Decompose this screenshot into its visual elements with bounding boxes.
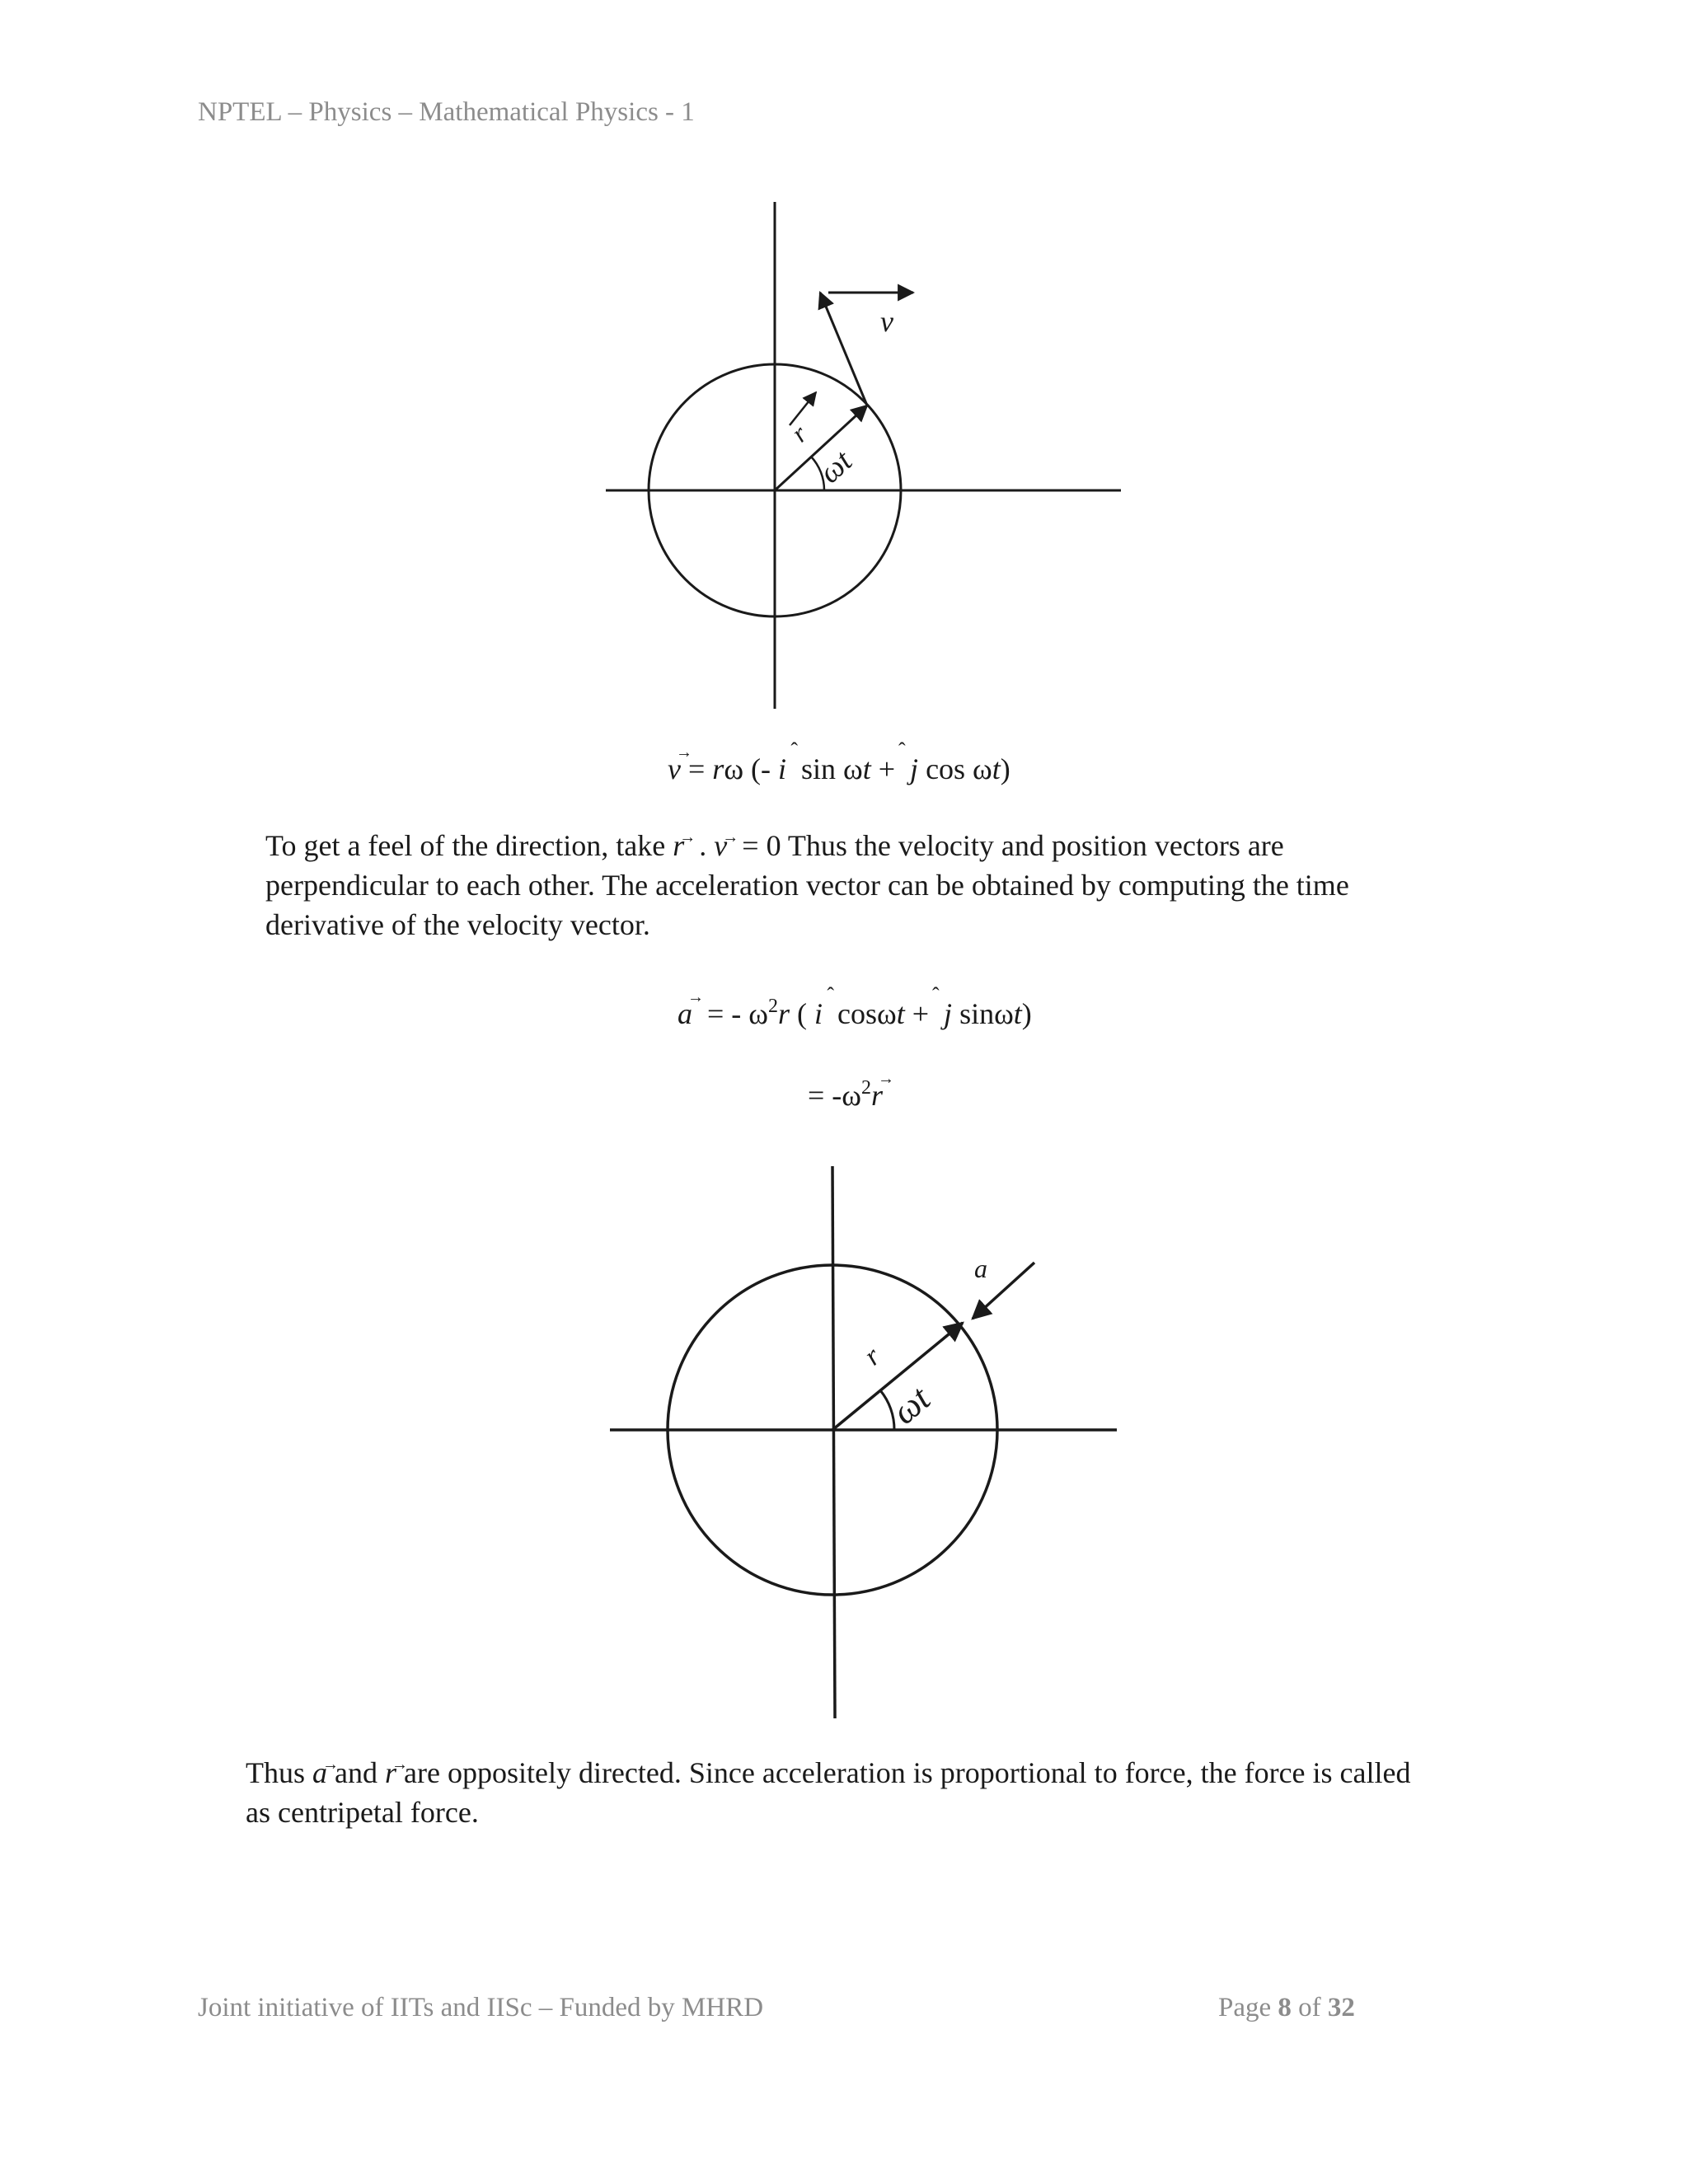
figure-velocity-diagram [577,190,1137,725]
velocity-vector-arrow [820,293,867,405]
eq3-r: r → [871,1078,883,1113]
eq2-a: a → [678,996,692,1031]
label-r: r [785,419,813,448]
eq1-j-hat: ˆ j [910,752,918,786]
equation-acceleration: a → = - $\omega^2r$ ( i ˆ cosωt + ˆ j sinωt) [678,996,1032,1031]
label-a: a [974,1254,987,1283]
page-header: NPTEL – Physics – Mathematical Physics - 1 [198,97,695,127]
label-omega-t: ωt [812,443,859,490]
footer-text: Joint initiative of IITs and IISc – Funded by MHRD [198,1993,764,2022]
equation-velocity: v → = rω (- i ˆ sin ωt + ˆ j cos ωt) [668,752,1010,786]
para1-v: v → [714,826,727,865]
label-omega-t: ωt [884,1378,938,1432]
label-v: v [880,305,893,338]
label-r: r [858,1341,887,1372]
position-vector-arrow [775,405,867,490]
eq1-i-hat: i ˆ [778,752,786,786]
para1-r: r → [673,826,684,865]
eq2-j-hat: ˆ j [944,996,952,1031]
paragraph-velocity: To get a feel of the direction, take r → . v → = 0 Thus the velocity and position vectors are perpendicular to each other. The acceleration vector can be obtained by computing the time derivative of the velocity vector. [265,826,1349,944]
page-number: Page 8 of 32 [1218,1993,1355,2022]
paragraph-centripetal: Thus a → and r → are oppositely directed. Since acceleration is proportional to force, the force is called as centripetal force. [246,1753,1411,1832]
eq1-v: v → [668,752,681,786]
eq2-i-hat: i ˆ [814,996,823,1031]
para2-a: a → [312,1753,327,1793]
figure-acceleration-diagram [593,1154,1129,1731]
para2-r: r → [385,1753,396,1793]
equation-acceleration-simplified: = $-\omega^2r$ → [808,1077,883,1113]
y-axis [832,1166,835,1718]
